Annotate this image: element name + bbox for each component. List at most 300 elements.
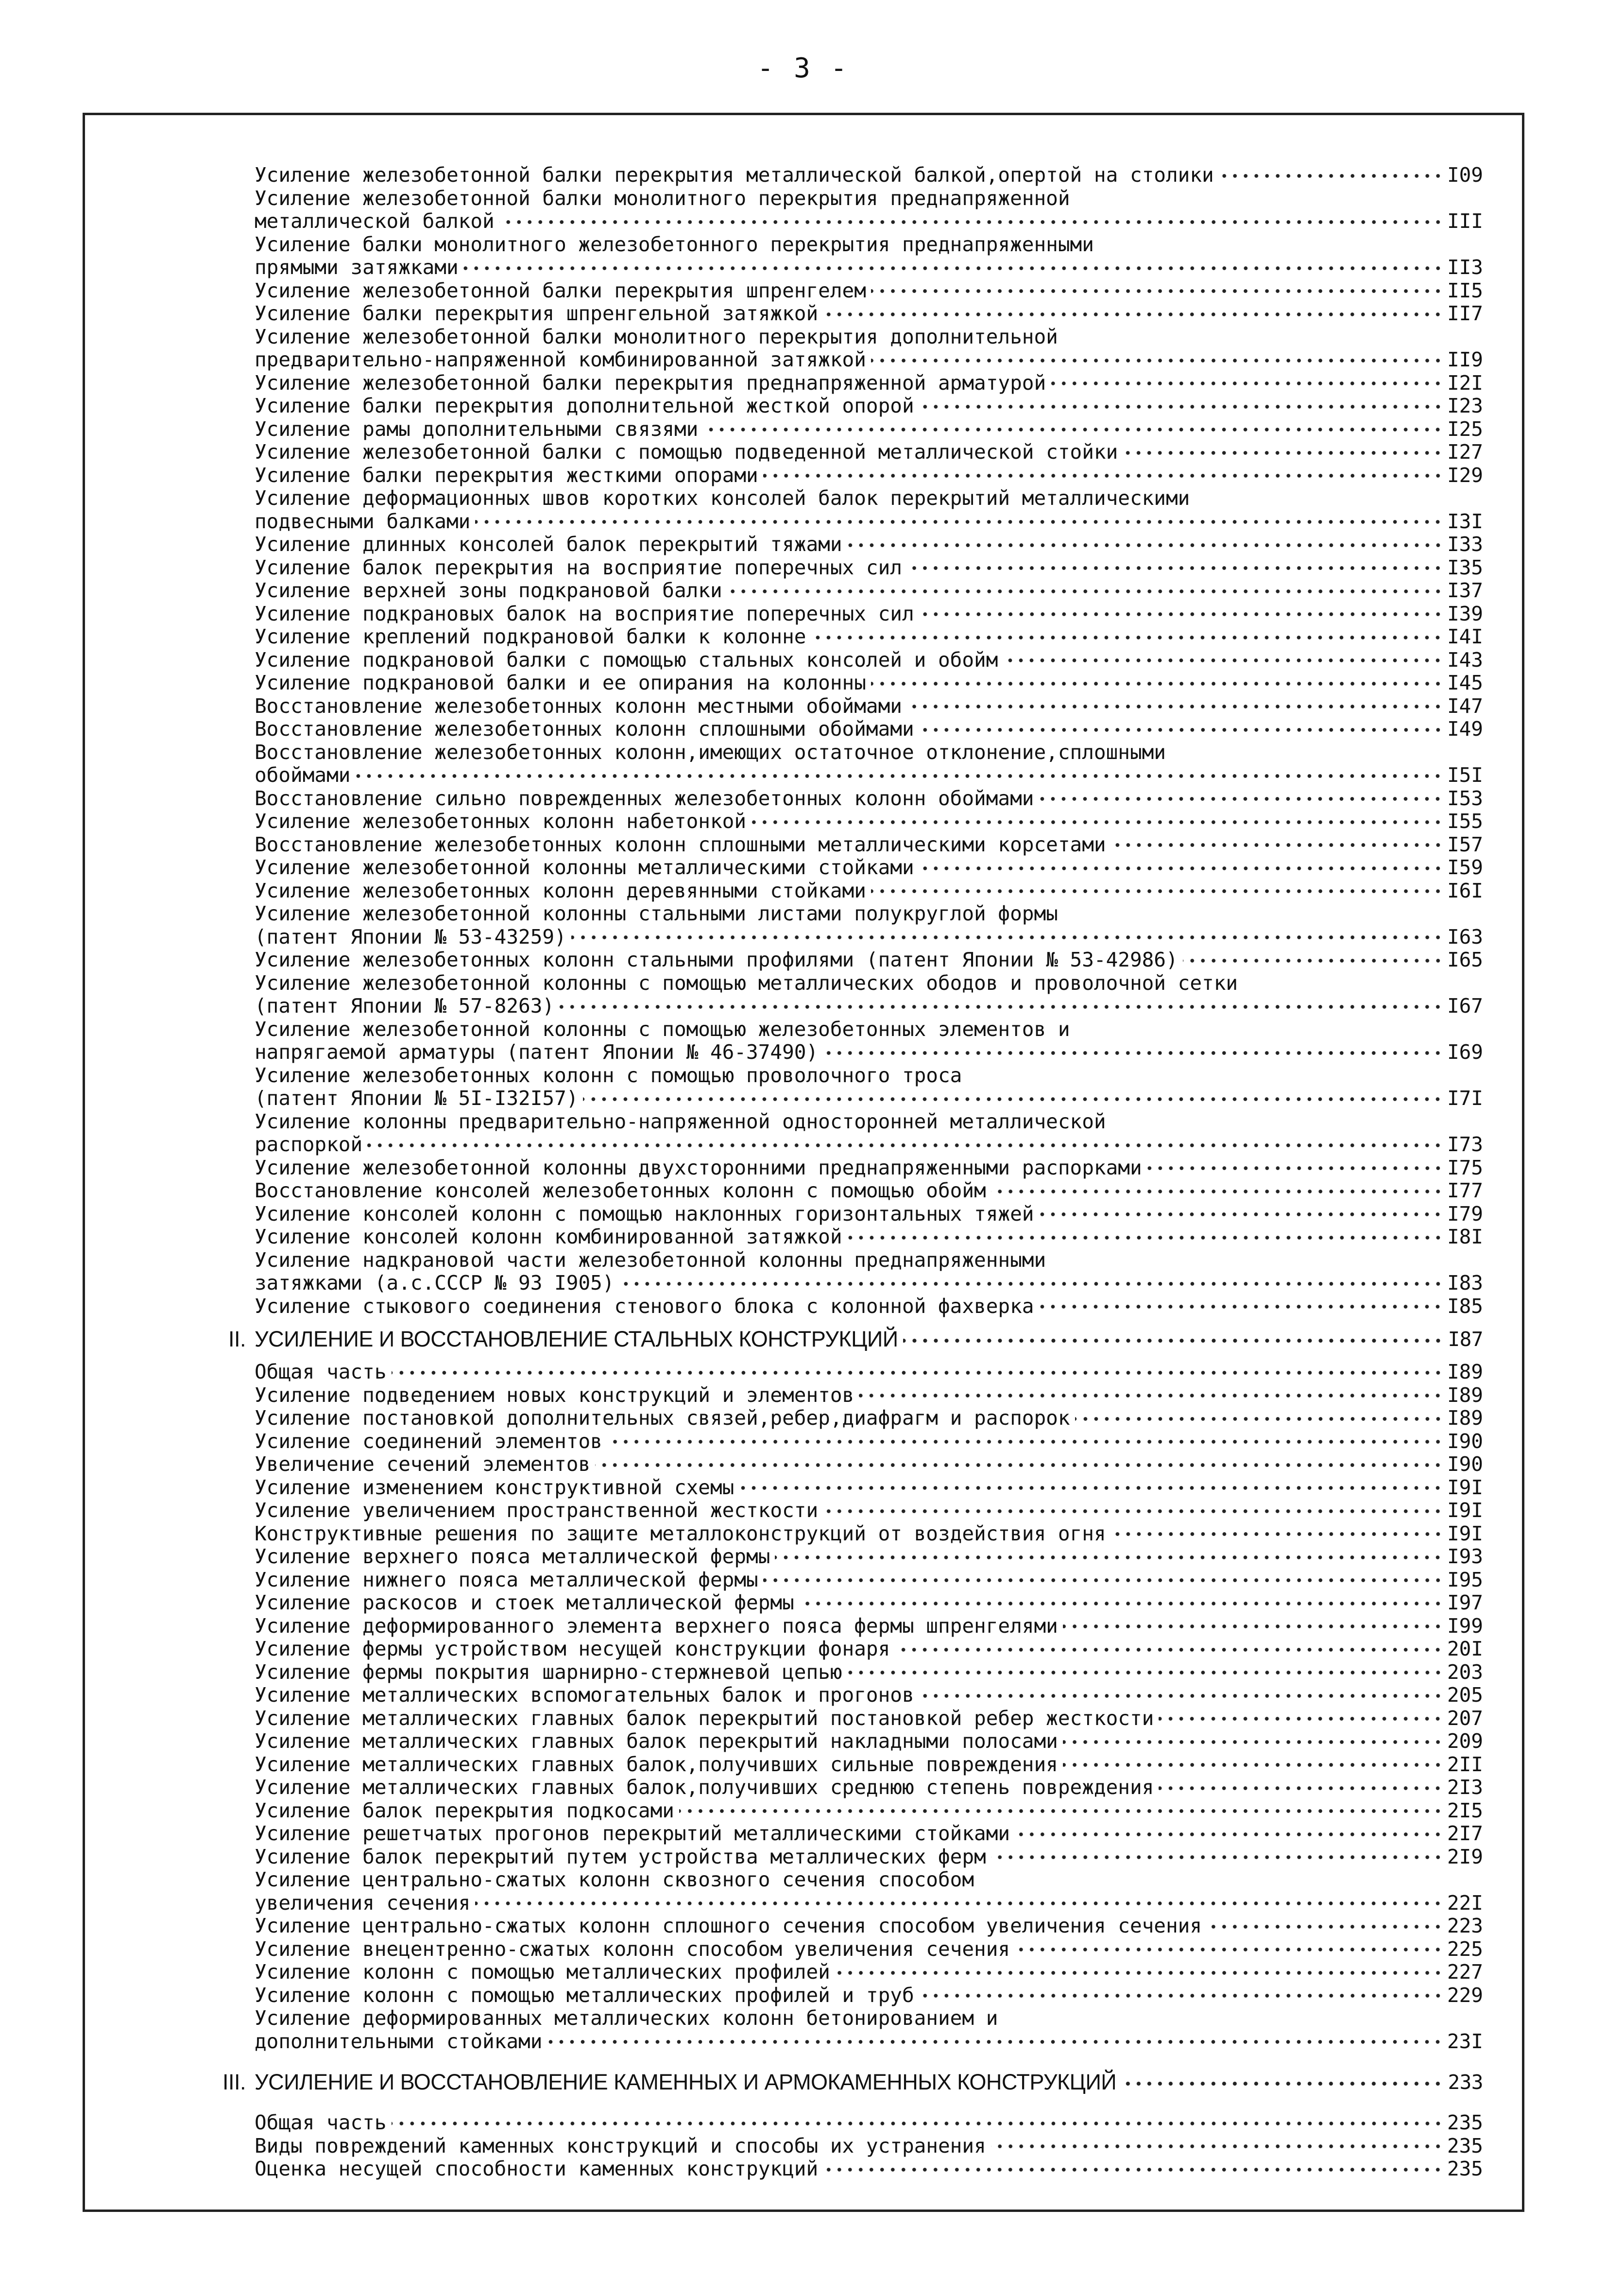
toc-entry-row	[85, 1892, 1522, 1915]
section-number: II.	[228, 1327, 246, 1351]
dot-leader	[763, 1572, 1443, 1588]
dot-leader	[823, 2161, 1443, 2178]
toc-entry-title-line: Усиление фермы устройством несущей конструкции фонаря	[255, 1637, 890, 1660]
toc-entry[interactable]	[85, 2158, 1522, 2181]
toc-entry-title-line: Усиление балки монолитного железобетонного перекрытия преднапряженными	[255, 232, 1094, 256]
toc-entry-row	[85, 2158, 1522, 2181]
toc-entry-row	[85, 2030, 1522, 2054]
toc-entry-row	[85, 1179, 1522, 1203]
toc-entry-row	[85, 1638, 1522, 1661]
section-number: III.	[222, 2070, 246, 2094]
toc-entry-title-line: Усиление постановкой дополнительных связей,ребер,диафрагм и распорок	[255, 1406, 1070, 1430]
section-title: УСИЛЕНИЕ И ВОССТАНОВЛЕНИЕ КАМЕННЫХ И АРМОКАМЕННЫХ КОНСТРУКЦИЙ	[255, 2070, 1117, 2094]
dot-leader	[871, 675, 1443, 692]
toc-entry-row	[85, 995, 1522, 1018]
dot-leader	[811, 629, 1443, 646]
toc-entry-title-line: Усиление железобетонной балки с помощью подведенной металлической стойки	[255, 440, 1118, 464]
dot-leader	[475, 1895, 1443, 1912]
toc-entry-title-line: Виды повреждений каменных конструкций и способы их устранения	[255, 2134, 986, 2158]
page-frame	[83, 113, 1524, 2212]
toc-entry[interactable]	[85, 1984, 1522, 2007]
toc-entry[interactable]	[85, 1407, 1522, 1430]
toc-entry-page: I2I	[1447, 371, 1483, 395]
toc-entry-row	[85, 2135, 1522, 2158]
toc-entry-row	[85, 164, 1522, 187]
dot-leader	[1219, 168, 1443, 184]
toc-entry[interactable]	[85, 741, 1522, 787]
toc-entry-page: I99	[1447, 1614, 1483, 1638]
toc-entry-title-line: Усиление решетчатых прогонов перекрытий металлическими стойками	[255, 1822, 1010, 1845]
toc-entry-page: I37	[1447, 579, 1483, 602]
toc-entry-title-line: Восстановление железобетонных колонн местными обоймами	[255, 694, 902, 718]
toc-entry-title-line: Усиление консолей колонн комбинированной затяжкой	[255, 1225, 842, 1248]
toc-entry[interactable]	[85, 1591, 1522, 1615]
dot-leader	[463, 260, 1443, 276]
toc-entry-row	[85, 718, 1522, 741]
toc-entry-page: I93	[1447, 1545, 1483, 1568]
toc-entry-title-line: Усиление железобетонной колонны стальными листами полукруглой формы	[255, 902, 1058, 925]
toc-entry[interactable]	[85, 856, 1522, 880]
toc-entry[interactable]	[85, 418, 1522, 441]
toc-entry[interactable]	[85, 1064, 1522, 1110]
toc-entry-title-line: Усиление металлических главных балок,получивших среднюю степень повреждения	[255, 1776, 1154, 1799]
toc-entry-title-line: Усиление подкрановой балки и ее опирания на колонны	[255, 671, 866, 694]
dot-leader	[847, 1229, 1443, 1246]
toc-entry-row	[85, 556, 1522, 580]
toc-entry-row	[85, 1591, 1522, 1615]
toc-entry[interactable]	[85, 695, 1522, 718]
dot-leader	[1063, 1734, 1443, 1750]
toc-entry[interactable]	[85, 1868, 1522, 1915]
toc-entry-page: I67	[1447, 994, 1483, 1018]
dot-leader	[903, 1332, 1443, 1349]
dot-leader	[919, 722, 1443, 738]
toc-entry-title-line: распоркой	[255, 1133, 363, 1156]
toc-entry-title-line: Восстановление железобетонных колонн,имеющих остаточное отклонение,сплошными	[255, 740, 1166, 764]
toc-entry[interactable]	[85, 464, 1522, 487]
toc-entry-row	[85, 1984, 1522, 2007]
toc-entry-title-line: Усиление деформированных металлических колонн бетонированием и	[255, 2006, 998, 2030]
toc-entry[interactable]	[85, 787, 1522, 811]
toc-entry[interactable]	[85, 1615, 1522, 1638]
dot-leader	[571, 929, 1443, 946]
dot-leader	[799, 1595, 1443, 1612]
toc-entry-row	[85, 603, 1522, 626]
dot-leader	[823, 1503, 1443, 1519]
toc-entry-row	[85, 1545, 1522, 1569]
toc-entry[interactable]	[85, 1295, 1522, 1318]
dot-leader	[751, 814, 1443, 830]
toc-entry-page: I79	[1447, 1202, 1483, 1226]
toc-entry-title-line: Усиление надкрановой части железобетонной колонны преднапряженными	[255, 1248, 1046, 1272]
dot-leader	[595, 1457, 1443, 1473]
toc-entry-page: I25	[1447, 417, 1483, 441]
toc-entry-title-line: Оценка несущей способности каменных конструкций	[255, 2157, 819, 2180]
toc-entry-title-line: Усиление верхнего пояса металлической фермы	[255, 1545, 770, 1568]
toc-entry-row	[85, 1499, 1522, 1522]
toc-entry-page: 235	[1447, 2111, 1483, 2134]
dot-leader	[1063, 1757, 1443, 1773]
toc-entry[interactable]	[85, 603, 1522, 626]
toc-entry[interactable]	[85, 1499, 1522, 1522]
toc-entry-title-line: Усиление подведением новых конструкций и элементов	[255, 1383, 854, 1407]
toc-entry-title-line: Усиление железобетонной колонны с помощью металлических ободов и проволочной сетки	[255, 971, 1238, 995]
toc-entry-row	[85, 1361, 1522, 1384]
toc-entry-page: I29	[1447, 463, 1483, 487]
toc-entry-row	[85, 1822, 1522, 1846]
toc-entry[interactable]	[85, 1384, 1522, 1407]
toc-entry-page: I85	[1447, 1294, 1483, 1318]
toc-entry-row	[85, 764, 1522, 787]
toc-entry-title-line: Усиление железобетонной балки перекрытия шпренгелем	[255, 278, 866, 302]
toc-entry-title-line: Усиление балок перекрытия подкосами	[255, 1798, 674, 1822]
toc-entry-row	[85, 256, 1522, 279]
toc-entry-page: I89	[1447, 1360, 1483, 1383]
toc-entry-row	[85, 949, 1522, 972]
dot-leader	[367, 1137, 1443, 1154]
toc-entry[interactable]	[85, 902, 1522, 949]
toc-entry[interactable]	[85, 1157, 1522, 1180]
toc-entry-row	[85, 210, 1522, 233]
toc-entry-title-line: подвесными балками	[255, 509, 471, 533]
toc-entry-page: I9I	[1447, 1475, 1483, 1499]
toc-entry-page: 23I	[1447, 2029, 1483, 2053]
toc-entry[interactable]	[85, 233, 1522, 279]
toc-entry-title-line: Усиление увеличением пространственной жесткости	[255, 1499, 819, 1522]
toc-entry-row	[85, 2111, 1522, 2135]
toc-entry-row	[85, 395, 1522, 418]
toc-entry-row	[85, 1846, 1522, 1869]
dot-leader	[1039, 1298, 1443, 1315]
toc-entry-title-line: предварительно-напряженной комбинированной затяжкой	[255, 348, 866, 371]
toc-entry-row	[85, 1407, 1522, 1430]
toc-entry[interactable]	[85, 1361, 1522, 1384]
dot-leader	[392, 2115, 1443, 2132]
toc-entry[interactable]	[85, 1638, 1522, 1661]
toc-entry[interactable]	[85, 1799, 1522, 1823]
toc-entry[interactable]	[85, 1753, 1522, 1777]
toc-entry-row	[85, 926, 1522, 949]
toc-entry[interactable]	[85, 2007, 1522, 2053]
toc-entry-row	[85, 810, 1522, 833]
dot-leader	[619, 1276, 1443, 1292]
toc-entry-row	[85, 1430, 1522, 1453]
toc-entry[interactable]	[85, 2135, 1522, 2158]
toc-entry-title-line: дополнительными стойками	[255, 2029, 543, 2053]
toc-entry-row	[85, 1295, 1522, 1318]
dot-leader	[607, 1433, 1443, 1450]
toc-entry[interactable]	[85, 441, 1522, 464]
toc-entry-title-line: Усиление железобетонной колонны двухсторонними преднапряженными распорками	[255, 1156, 1142, 1179]
toc-entry-row	[85, 279, 1522, 303]
dot-leader	[679, 1803, 1443, 1819]
toc-entry-page: I4I	[1447, 625, 1483, 648]
toc-entry-row	[85, 856, 1522, 880]
toc-entry-page: II7	[1447, 302, 1483, 325]
toc-entry-title-line: прямыми затяжками	[255, 256, 459, 279]
toc-entry-row	[85, 464, 1522, 487]
toc-entry[interactable]	[85, 1203, 1522, 1226]
toc-entry-title-line: Восстановление консолей железобетонных колонн с помощью обойм	[255, 1179, 986, 1202]
toc-entry-page: 235	[1447, 2134, 1483, 2158]
toc-entry-title-line: Усиление деформированного элемента верхнего пояса фермы шпренгелями	[255, 1614, 1058, 1638]
toc-entry-row	[85, 1799, 1522, 1823]
toc-entry[interactable]	[85, 949, 1522, 972]
toc-entry-title-line: Усиление фермы покрытия шарнирно-стержневой цепью	[255, 1660, 842, 1684]
toc-entry-row	[85, 833, 1522, 857]
dot-leader	[991, 2138, 1443, 2155]
toc-entry-title-line: Усиление колонн с помощью металлических профилей	[255, 1960, 830, 1984]
toc-entry-row	[85, 1133, 1522, 1157]
toc-entry[interactable]	[85, 279, 1522, 303]
toc-entry[interactable]	[85, 1110, 1522, 1157]
toc-entry-page: I97	[1447, 1591, 1483, 1614]
toc-entry[interactable]	[85, 1179, 1522, 1203]
toc-entry-page: I83	[1447, 1271, 1483, 1295]
toc-entry[interactable]	[85, 533, 1522, 556]
toc-entry-title-line: Усиление металлических главных балок перекрытий постановкой ребер жесткости	[255, 1706, 1154, 1730]
toc-entry-page: I39	[1447, 602, 1483, 625]
toc-entry[interactable]	[85, 1776, 1522, 1799]
dot-leader	[1075, 1411, 1443, 1427]
toc-entry-row	[85, 372, 1522, 395]
dot-leader	[1159, 1710, 1443, 1727]
toc-entry[interactable]	[85, 1846, 1522, 1869]
toc-entry-row	[85, 441, 1522, 464]
toc-entry-row	[85, 695, 1522, 718]
toc-entry-row	[85, 1453, 1522, 1476]
dot-leader	[1051, 375, 1443, 392]
toc-entry-title-line: Усиление изменением конструктивной схемы	[255, 1475, 735, 1499]
toc-entry[interactable]	[85, 1961, 1522, 1984]
section-page: 233	[1448, 2071, 1483, 2094]
toc-entry-row	[85, 1041, 1522, 1064]
toc-entry-page: I7I	[1447, 1087, 1483, 1110]
dot-leader	[907, 698, 1443, 715]
toc-entry-page: I33	[1447, 533, 1483, 556]
toc-entry-title-line: Общая часть	[255, 2111, 387, 2134]
toc-entry-page: I89	[1447, 1406, 1483, 1430]
toc-entry[interactable]	[85, 1226, 1522, 1249]
toc-section-masonry[interactable]	[85, 2068, 1522, 2097]
toc-entry-page: I35	[1447, 555, 1483, 579]
toc-entry-page: I8I	[1447, 1225, 1483, 1248]
toc-entry-title-line: Усиление железобетонной балки монолитного перекрытия дополнительной	[255, 325, 1058, 348]
toc-entry-title-line: Усиление железобетонной балки перекрытия преднапряженной арматурой	[255, 371, 1046, 395]
toc-entry-page: 229	[1447, 1983, 1483, 2007]
toc-entry-row	[85, 1915, 1522, 1938]
toc-entry[interactable]	[85, 972, 1522, 1018]
dot-leader	[871, 283, 1443, 299]
toc-entry[interactable]	[85, 1453, 1522, 1476]
toc-entry-title-line: Усиление железобетонной балки перекрытия металлической балкой,опертой на столики	[255, 163, 1214, 187]
toc-entry-title-line: Усиление колонны предварительно-напряженной односторонней металлической	[255, 1109, 1106, 1133]
toc-entry[interactable]	[85, 326, 1522, 372]
toc-entry[interactable]	[85, 649, 1522, 672]
toc-entry-page: 207	[1447, 1706, 1483, 1730]
toc-entry[interactable]	[85, 372, 1522, 395]
toc-entry-title-line: Увеличение сечений элементов	[255, 1452, 591, 1476]
dot-leader	[919, 398, 1443, 415]
toc-entry-title-line: Восстановление железобетонных колонн сплошными обоймами	[255, 717, 914, 741]
toc-entry-page: I27	[1447, 440, 1483, 464]
toc-entry[interactable]	[85, 395, 1522, 418]
toc-entry[interactable]	[85, 487, 1522, 533]
toc-entry-page: 20I	[1447, 1637, 1483, 1660]
toc-entry[interactable]	[85, 880, 1522, 903]
dot-leader	[775, 1549, 1443, 1566]
toc-entry-page: I89	[1447, 1383, 1483, 1407]
toc-entry[interactable]	[85, 1569, 1522, 1592]
dot-leader	[919, 606, 1443, 622]
dot-leader	[1039, 1206, 1443, 1223]
toc-entry[interactable]	[85, 2111, 1522, 2135]
dot-leader	[727, 583, 1443, 600]
toc-entry-row	[85, 1272, 1522, 1295]
toc-entry-page: 2I7	[1447, 1822, 1483, 1845]
toc-entry[interactable]	[85, 810, 1522, 833]
toc-entry-page: 227	[1447, 1960, 1483, 1984]
toc-entry-row	[85, 880, 1522, 903]
toc-entry[interactable]	[85, 1661, 1522, 1684]
dot-leader	[991, 1183, 1443, 1200]
toc-entry-title-line: Усиление металлических главных балок перекрытий накладными полосами	[255, 1729, 1058, 1753]
toc-entry[interactable]	[85, 1822, 1522, 1846]
toc-entry-page: I3I	[1447, 509, 1483, 533]
toc-entry[interactable]	[85, 302, 1522, 326]
toc-entry-page: I09	[1447, 163, 1483, 187]
dot-leader	[1183, 952, 1443, 969]
toc-entry-page: 2I5	[1447, 1798, 1483, 1822]
toc-entry-title-line: Усиление железобетонной балки монолитного перекрытия преднапряженной	[255, 186, 1070, 210]
dot-leader	[475, 514, 1443, 530]
dot-leader	[1123, 445, 1443, 461]
toc-entry-row	[85, 625, 1522, 649]
toc-entry-title-line: (патент Японии № 57-8263)	[255, 994, 555, 1018]
dot-leader	[919, 1688, 1443, 1704]
toc-entry[interactable]	[85, 1684, 1522, 1707]
toc-entry[interactable]	[85, 556, 1522, 580]
toc-entry-row	[85, 649, 1522, 672]
table-of-contents	[85, 164, 1522, 2181]
toc-entry-page: I53	[1447, 786, 1483, 810]
toc-entry-page: I23	[1447, 394, 1483, 417]
toc-entry[interactable]	[85, 1430, 1522, 1453]
toc-entry[interactable]	[85, 1915, 1522, 1938]
toc-group-masonry	[85, 2111, 1522, 2181]
dot-leader	[1159, 1780, 1443, 1796]
toc-entry-row	[85, 1615, 1522, 1638]
toc-group-concrete	[85, 164, 1522, 1318]
dot-leader	[1111, 1526, 1443, 1542]
toc-entry-title-line: Усиление железобетонных колонн набетонкой	[255, 810, 747, 833]
toc-entry-title-line: напрягаемой арматуры (патент Японии № 46-37490)	[255, 1040, 819, 1064]
dot-leader	[547, 2034, 1443, 2050]
toc-entry-title-line: Усиление железобетонной колонны металлическими стойками	[255, 856, 914, 879]
toc-entry[interactable]	[85, 1522, 1522, 1546]
dot-leader	[1111, 837, 1443, 853]
toc-entry-title-line: Усиление рамы дополнительными связями	[255, 417, 699, 441]
dot-leader	[559, 999, 1443, 1015]
toc-entry-page: I75	[1447, 1156, 1483, 1179]
toc-entry-page: 209	[1447, 1729, 1483, 1753]
dot-leader	[1015, 1941, 1443, 1958]
toc-entry-page: 205	[1447, 1683, 1483, 1707]
dot-leader	[847, 1664, 1443, 1681]
toc-entry-page: I57	[1447, 832, 1483, 856]
toc-entry-page: I90	[1447, 1452, 1483, 1476]
toc-entry-page: I90	[1447, 1429, 1483, 1453]
toc-entry[interactable]	[85, 1545, 1522, 1569]
toc-entry-title-line: обоймами	[255, 763, 351, 787]
toc-entry-page: 203	[1447, 1660, 1483, 1684]
toc-entry[interactable]	[85, 672, 1522, 695]
dot-leader	[499, 214, 1443, 230]
toc-entry-row	[85, 787, 1522, 811]
toc-entry-title-line: Восстановление сильно поврежденных железобетонных колонн обоймами	[255, 786, 1034, 810]
toc-entry-title-line: Усиление раскосов и стоек металлической фермы	[255, 1591, 794, 1614]
toc-entry-title-line: Усиление балки перекрытия шпренгельной затяжкой	[255, 302, 819, 325]
toc-entry-title-line: Усиление балок перекрытий путем устройства металлических ферм	[255, 1845, 986, 1868]
toc-entry-row	[85, 533, 1522, 556]
toc-entry-row	[85, 1938, 1522, 1961]
toc-entry-title-line: Усиление деформационных швов коротких консолей балок перекрытий металлическими	[255, 486, 1190, 510]
toc-entry-page: I63	[1447, 925, 1483, 949]
dot-leader	[835, 1965, 1443, 1981]
toc-entry-row	[85, 1569, 1522, 1592]
dot-leader	[1147, 1160, 1443, 1176]
toc-entry[interactable]	[85, 579, 1522, 603]
toc-entry[interactable]	[85, 187, 1522, 233]
toc-entry[interactable]	[85, 1730, 1522, 1753]
toc-entry-row	[85, 418, 1522, 441]
dot-leader	[739, 1480, 1443, 1496]
toc-entry-title-line: Усиление внецентренно-сжатых колонн способом увеличения сечения	[255, 1937, 1010, 1961]
toc-entry[interactable]	[85, 1476, 1522, 1500]
toc-entry-row	[85, 1476, 1522, 1500]
toc-entry-title-line: Усиление подкрановых балок на восприятие поперечных сил	[255, 602, 914, 625]
toc-entry-row	[85, 1753, 1522, 1777]
toc-entry-title-line: Конструктивные решения по защите металлоконструкций от воздействия огня	[255, 1521, 1106, 1545]
toc-entry[interactable]	[85, 1707, 1522, 1730]
toc-entry[interactable]	[85, 718, 1522, 741]
toc-entry-page: 223	[1447, 1914, 1483, 1937]
toc-entry-page: I77	[1447, 1179, 1483, 1202]
toc-entry-page: I6I	[1447, 879, 1483, 902]
toc-entry-title-line: Усиление центрально-сжатых колонн сквозного сечения способом	[255, 1868, 974, 1891]
toc-entry[interactable]	[85, 164, 1522, 187]
toc-entry-row	[85, 1730, 1522, 1753]
toc-entry-title-line: (патент Японии № 53-43259)	[255, 925, 566, 949]
toc-entry[interactable]	[85, 1018, 1522, 1064]
dot-leader	[847, 537, 1443, 553]
toc-entry-page: 22I	[1447, 1891, 1483, 1915]
toc-entry[interactable]	[85, 1938, 1522, 1961]
toc-section-steel[interactable]	[85, 1325, 1522, 1354]
toc-entry[interactable]	[85, 1249, 1522, 1295]
toc-entry-title-line: Усиление балок перекрытия на восприятие поперечных сил	[255, 555, 902, 579]
toc-entry[interactable]	[85, 625, 1522, 649]
toc-entry-page: I47	[1447, 694, 1483, 718]
toc-entry-page: I65	[1447, 948, 1483, 971]
section-title: УСИЛЕНИЕ И ВОССТАНОВЛЕНИЕ СТАЛЬНЫХ КОНСТРУКЦИЙ	[255, 1327, 898, 1351]
toc-entry[interactable]	[85, 833, 1522, 857]
toc-entry-title-line: Усиление креплений подкрановой балки к колонне	[255, 625, 806, 648]
dot-leader	[919, 1987, 1443, 2004]
dot-leader	[763, 467, 1443, 484]
toc-entry-title-line: Усиление металлических вспомогательных балок и прогонов	[255, 1683, 914, 1707]
dot-leader	[1015, 1826, 1443, 1843]
